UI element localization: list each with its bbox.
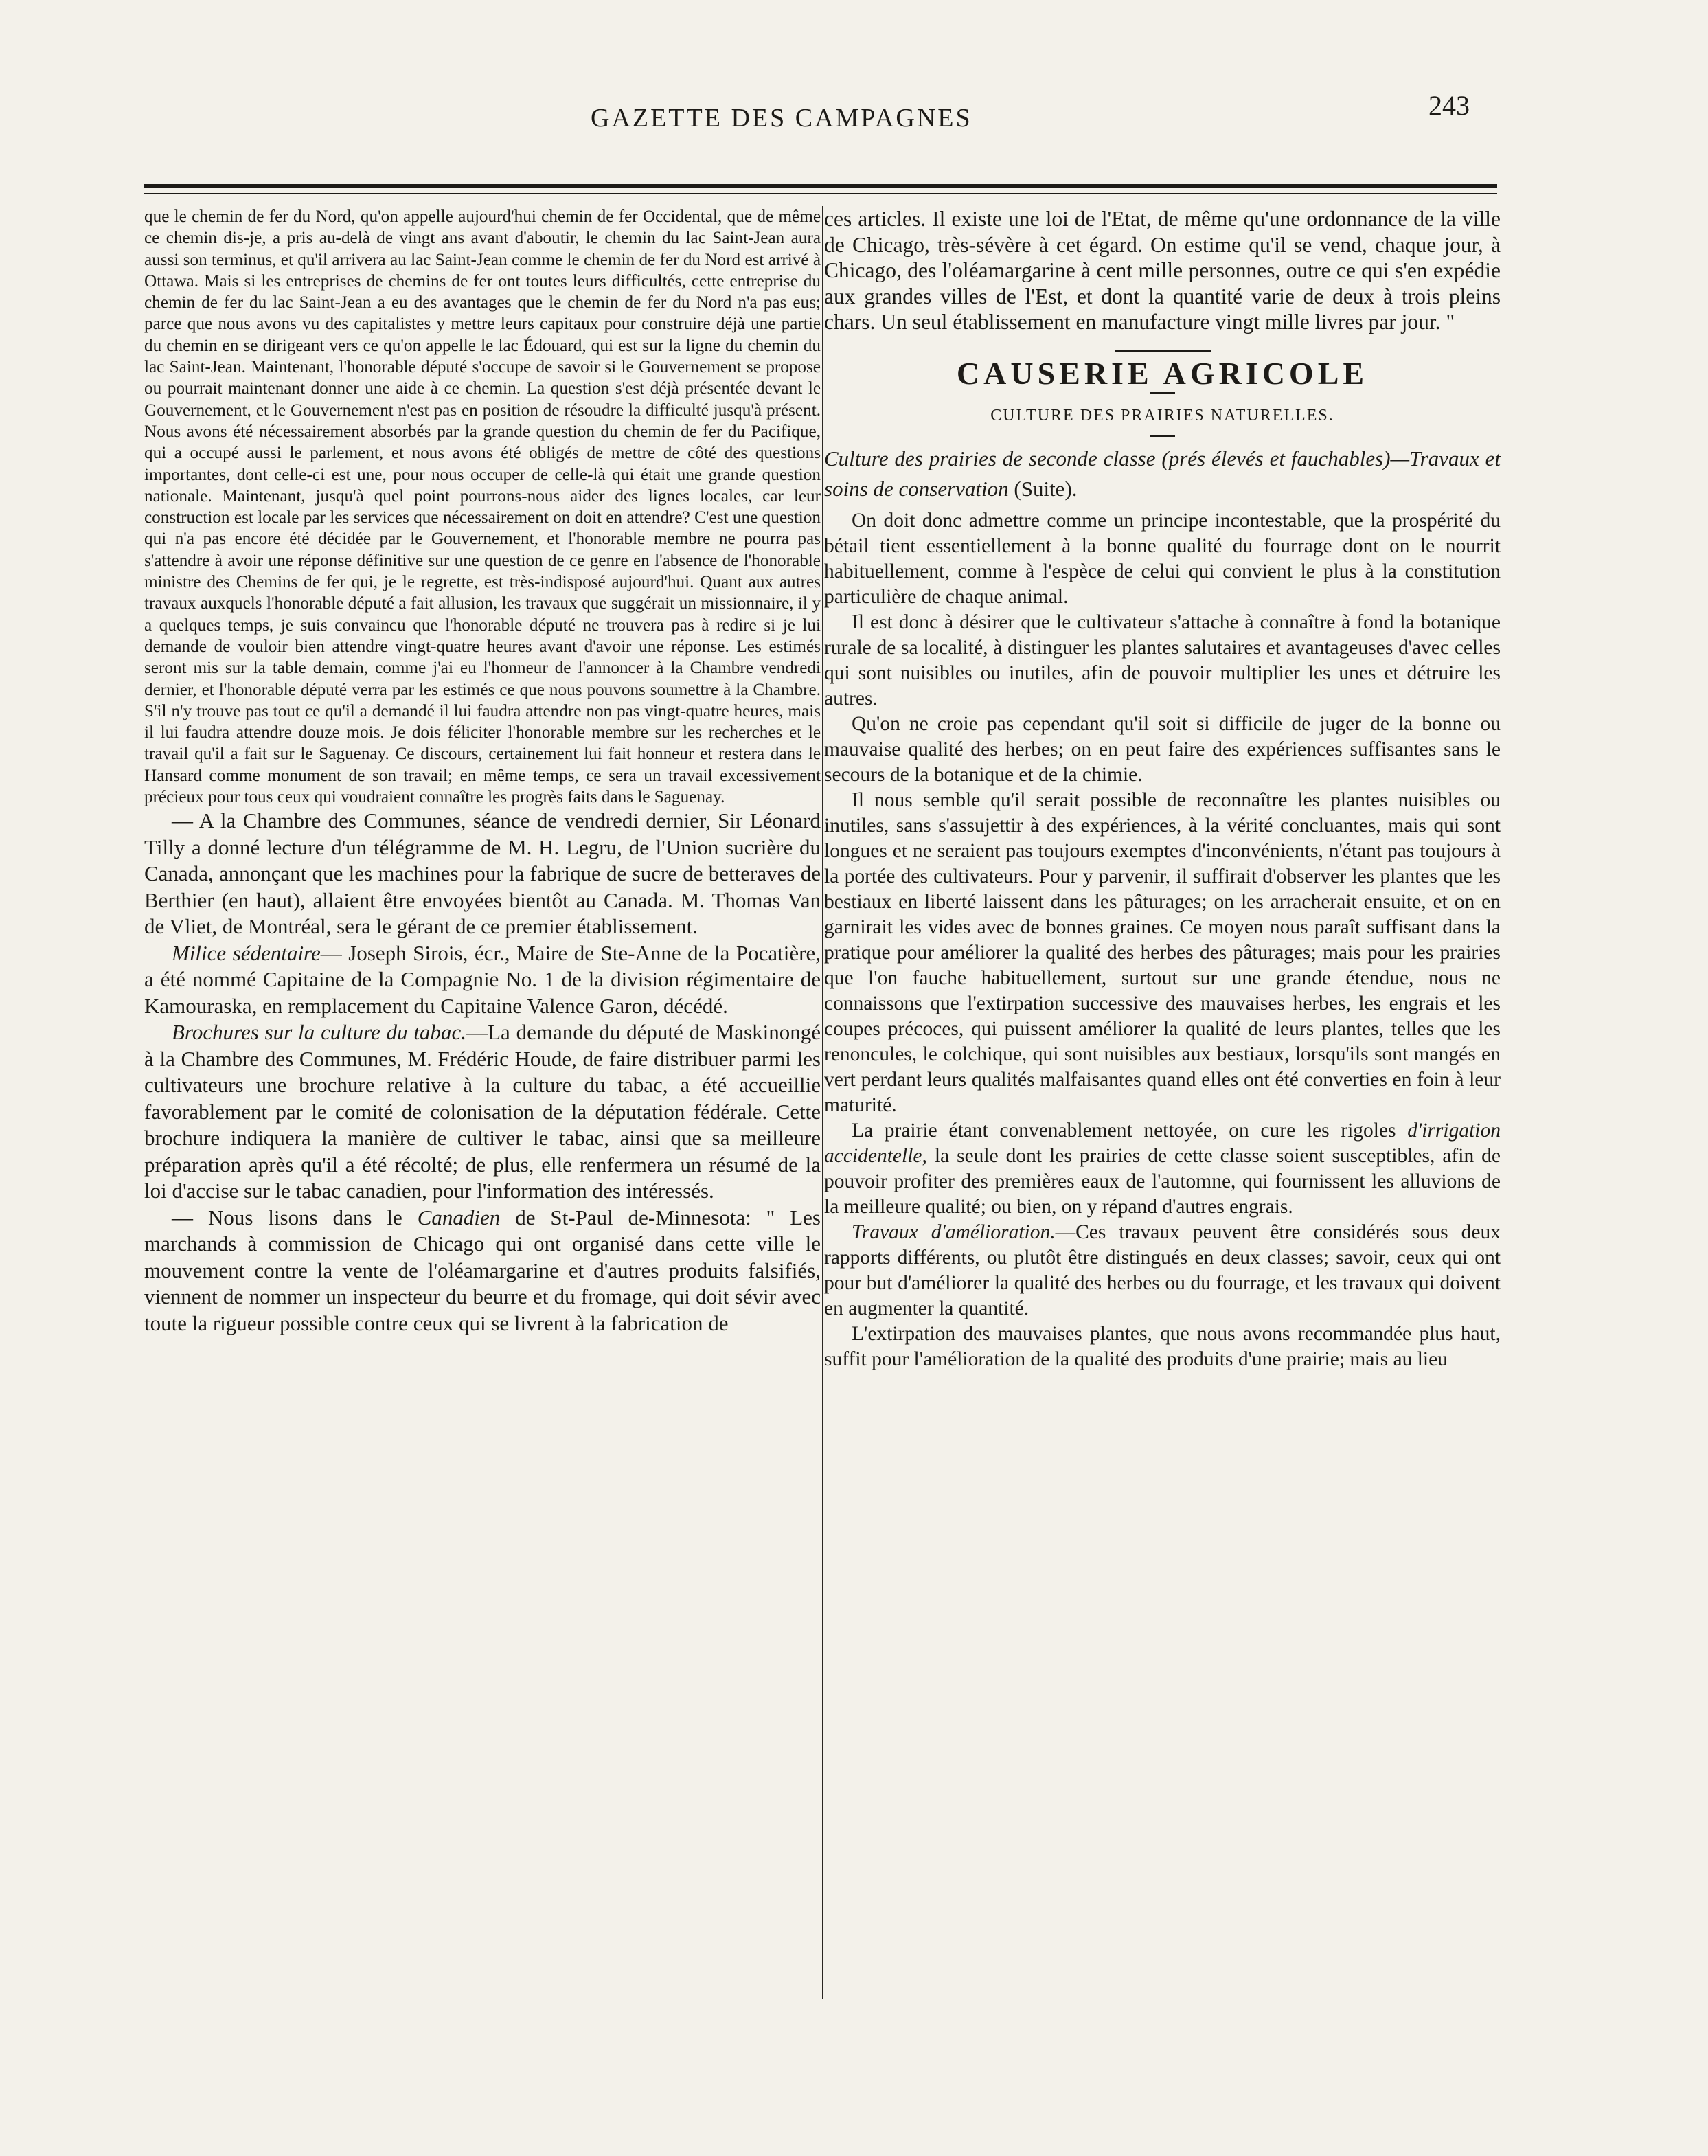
section-lead [824, 444, 1501, 504]
section-lead-suffix: (Suite). [1008, 476, 1078, 501]
header-rule-thin [144, 193, 1497, 194]
title-dash [1150, 392, 1175, 394]
news-oleo-start: — Nous lisons dans le [172, 1205, 418, 1229]
p6-body: , la seule dont les prairies de cette classe soient susceptibles, afin de pouvoir profiter des premières eaux de l'automne, qui fournissent les alluvions de la meilleure qualité; ou bien, on y répand d'autres engrais. [824, 1144, 1501, 1218]
right-column [824, 206, 1501, 2074]
news-militia [144, 940, 821, 1020]
section-title: CAUSERIE AGRICOLE [956, 355, 1369, 391]
section-lead-italic: Culture des prairies de seconde classe (prés élevés et fauchables)—Travaux et soins de conservation [824, 446, 1501, 501]
running-title: GAZETTE DES CAMPAGNES [591, 104, 972, 133]
page-number: 243 [1428, 90, 1470, 121]
news-sugar-factory: — A la Chambre des Communes, séance de vendredi dernier, Sir Léonard Tilly a donné lecture d'un télégramme de M. H. Legru, de l'Union sucrière du Canada, annonçant que les machines pour la fabrique de sucre de betteraves de Berthier (en haut), allaient être envoyées bientôt au Canada. M. Thomas Van de Vliet, de Montréal, sera le gérant de ce premier établissement. [144, 808, 821, 939]
news-oleomargarine [144, 1205, 821, 1337]
paragraph: Il est donc à désirer que le cultivateur s'attache à connaître à fond la botanique rurale de sa localité, à distinguer les plantes salutaires et avantageuses d'avec celles qui sont nuisibles ou inutiles, afin de pouvoir multiplier les unes et détruire les autres. [824, 611, 1501, 710]
article-continuation: que le chemin de fer du Nord, qu'on appelle aujourd'hui chemin de fer Occidental, que de même ce chemin dis-je, a pris au-delà de vingt ans avant d'aboutir, le chemin du lac Saint-Jean aura aussi son terminus, et qu'il arrivera au lac Saint-Jean comme le chemin de fer du Nord est arrivé à Ottawa. Mais si les entreprises de chemins de fer ont toutes leurs difficultés, cette entreprise du chemin de fer du lac Saint-Jean a eu des avantages que le chemin de fer du Nord n'a pas eus; parce que nous avons vu des capitalistes y mettre leurs capitaux pour construire déjà une partie du chemin en se dirigeant vers ce qu'on appelle le lac Édouard, qui est sur la ligne du chemin du lac Saint-Jean. Maintenant, l'honorable député s'occupe de savoir si le Gouvernement se propose ou pourrait maintenant donner une aide à ce chemin. La question s'est déjà présentée devant le Gouvernement, et le Gouvernement n'est pas en position de résoudre la difficulté jusqu'à présent. Nous avons été nécessairement absorbés par la grande question du chemin de fer du Pacifique, qui a occupé aussi le parlement, et nous avons été obligés de mettre de côté des questions importantes, dont celle-ci est une, pour nous occuper de celle-là qui était une grande question nationale. Maintenant, jusqu'à quel point pourrons-nous aider des lignes locales, car leur construction est locale par les services que nécessairement on doit en attendre? C'est une question qui n'a pas encore été décidée par le Gouvernement, et l'honorable membre ne pourra pas s'attendre à avoir une réponse définitive sur une question de ce genre en l'absence de l'honorable ministre des Chemins de fer qui, je le regrette, est très-indisposé aujourd'hui. Quant aux autres travaux auxquels l'honorable député a fait allusion, les travaux que suggérait un missionnaire, il y a quelques temps, je suis convaincu que l'honorable député ne trouvera pas à redire si je lui demande de vouloir bien attendre vingt-quatre heures avant d'avoir une réponse. Les estimés seront mis sur la table demain, comme j'ai eu l'honneur de l'annoncer à la Chambre vendredi dernier, et l'honorable député verra par les estimés ce que nous pouvons soumettre à la Chambre. S'il n'y trouve pas tout ce qu'il a demandé il lui faudra attendre non pas vingt-quatre heures, mais il lui faudra attendre douze mois. Je dois féliciter l'honorable membre sur les recherches et le travail qu'il a fait sur le Saguenay. Ce discours, certainement lui fait honneur et restera dans le Hansard comme monument de son travail; en même temps, ce sera un travail excessivement précieux pour tous ceux qui voudraient connaître les progrès faits dans le Saguenay. [144, 207, 821, 807]
news-militia-body: — Joseph Sirois, écr., Maire de Ste-Anne de la Pocatière, a été nommé Capitaine de la Compagnie No. 1 de la division régimentaire de Kamouraska, en remplacement du Capitaine Valence Garon, décédé. [144, 940, 821, 1018]
paragraph: Qu'on ne croie pas cependant qu'il soit si difficile de juger de la bonne ou mauvaise qualité des herbes; on en peut faire des expériences suffisantes sans le secours de la botanique et de la chimie. [824, 712, 1501, 786]
news-militia-lead: Milice sédentaire [172, 940, 321, 965]
p7-lead: Travaux d'amélioration. [852, 1221, 1056, 1243]
section-subtitle: CULTURE DES PRAIRIES NATURELLES. [990, 407, 1334, 424]
header-rule-thick [144, 184, 1497, 188]
section-rule [1115, 350, 1211, 352]
p7-body: —Ces travaux peuvent être considérés sous deux rapports différents, ou plutôt être distingués en deux classes; savoir, ceux qui ont pour but d'améliorer la qualité des herbes ou du fourrage, et les travaux qui doivent en augmenter la quantité. [824, 1221, 1501, 1319]
p6-start: La prairie étant convenablement nettoyée, on cure les rigoles [852, 1119, 1408, 1142]
paragraph [824, 1220, 1501, 1321]
oleomargarine-continuation: ces articles. Il existe une loi de l'Etat, de même qu'une ordonnance de la ville de Chicago, très-sévère à cet égard. On estime qu'il se vend, chaque jour, à Chicago, des l'oléamargarine à cent mille personnes, outre ce qui s'en expédie aux grandes villes de l'Est, et dont la quantité varie de deux à trois pleins chars. Un seul établissement en manufacture vingt mille livres par jour. " [824, 207, 1501, 334]
news-tobacco [144, 1019, 821, 1205]
news-oleo-body: de St-Paul de-Minnesota: " Les marchands à commission de Chicago qui ont organisé dans cette ville le mouvement contre la vente de l'oléamargarine et d'autres produits falsifiés, viennent de nommer un inspecteur du beurre et du fromage, qui doit sévir avec toute la rigueur possible contre ceux qui se livrent à la fabrication de [144, 1205, 821, 1335]
paragraph: L'extirpation des mauvaises plantes, que nous avons recommandée plus haut, suffit pour l'amélioration de la qualité des produits d'une prairie; mais au lieu [824, 1322, 1501, 1370]
news-tobacco-body: —La demande du député de Maskinongé à la Chambre des Communes, M. Frédéric Houde, de faire distribuer parmi les cultivateurs une brochure relative à la culture du tabac, a été accueillie favorablement par le comité de colonisation de la députation fédérale. Cette brochure indiquera la manière de cultiver le tabac, ainsi que sa meilleure préparation après qu'il a été récolté; de plus, elle renfermera un résumé de la loi d'accise sur le tabac canadien, pour l'information des intéressés. [144, 1020, 821, 1203]
news-oleo-paper: Canadien [417, 1205, 501, 1229]
left-column [144, 206, 821, 2074]
paragraph [824, 1118, 1501, 1220]
news-tobacco-lead: Brochures sur la culture du tabac. [172, 1020, 467, 1045]
masthead [0, 90, 1708, 144]
p6-italic: d'irrigation accidentelle [824, 1119, 1501, 1167]
subtitle-dash [1150, 435, 1175, 437]
paragraph: Il nous semble qu'il serait possible de reconnaître les plantes nuisibles ou inutiles, sans s'assujettir à des expériences, à la vérité concluantes, mais qui sont longues et ne seraient pas toujours exemptes d'inconvénients, n'étant pas toujours à la portée des cultivateurs. Pour y parvenir, il suffirait d'observer les plantes que les bestiaux en liberté laissent dans les pâturages; on les arracherait ensuite, et on en garnirait les vides avec de bonnes graines. Ce moyen nous paraît suffisant dans la pratique pour améliorer la qualité des herbes des pâturages; mais pour les prairies que l'on fauche habituellement, surtout sur une grande étendue, nous ne connaissons que l'extirpation successive des mauvaises herbes, les engrais et les coupes précoces, qui puissent améliorer la qualité de leurs plantes, telles que les renoncules, le colchique, qui sont nuisibles aux bestiaux, lorsqu'ils sont mangés en vert perdant leurs qualités malfaisantes quand elles ont été converties en foin à leur maturité. [824, 788, 1501, 1116]
paragraph: On doit donc admettre comme un principe incontestable, que la prospérité du bétail tient essentiellement à la bonne qualité du fourrage dont on le nourrit habituellement, comme à l'espèce de celui qui convient le plus à la constitution particulière de chaque animal. [824, 509, 1501, 608]
column-divider [822, 206, 823, 1999]
